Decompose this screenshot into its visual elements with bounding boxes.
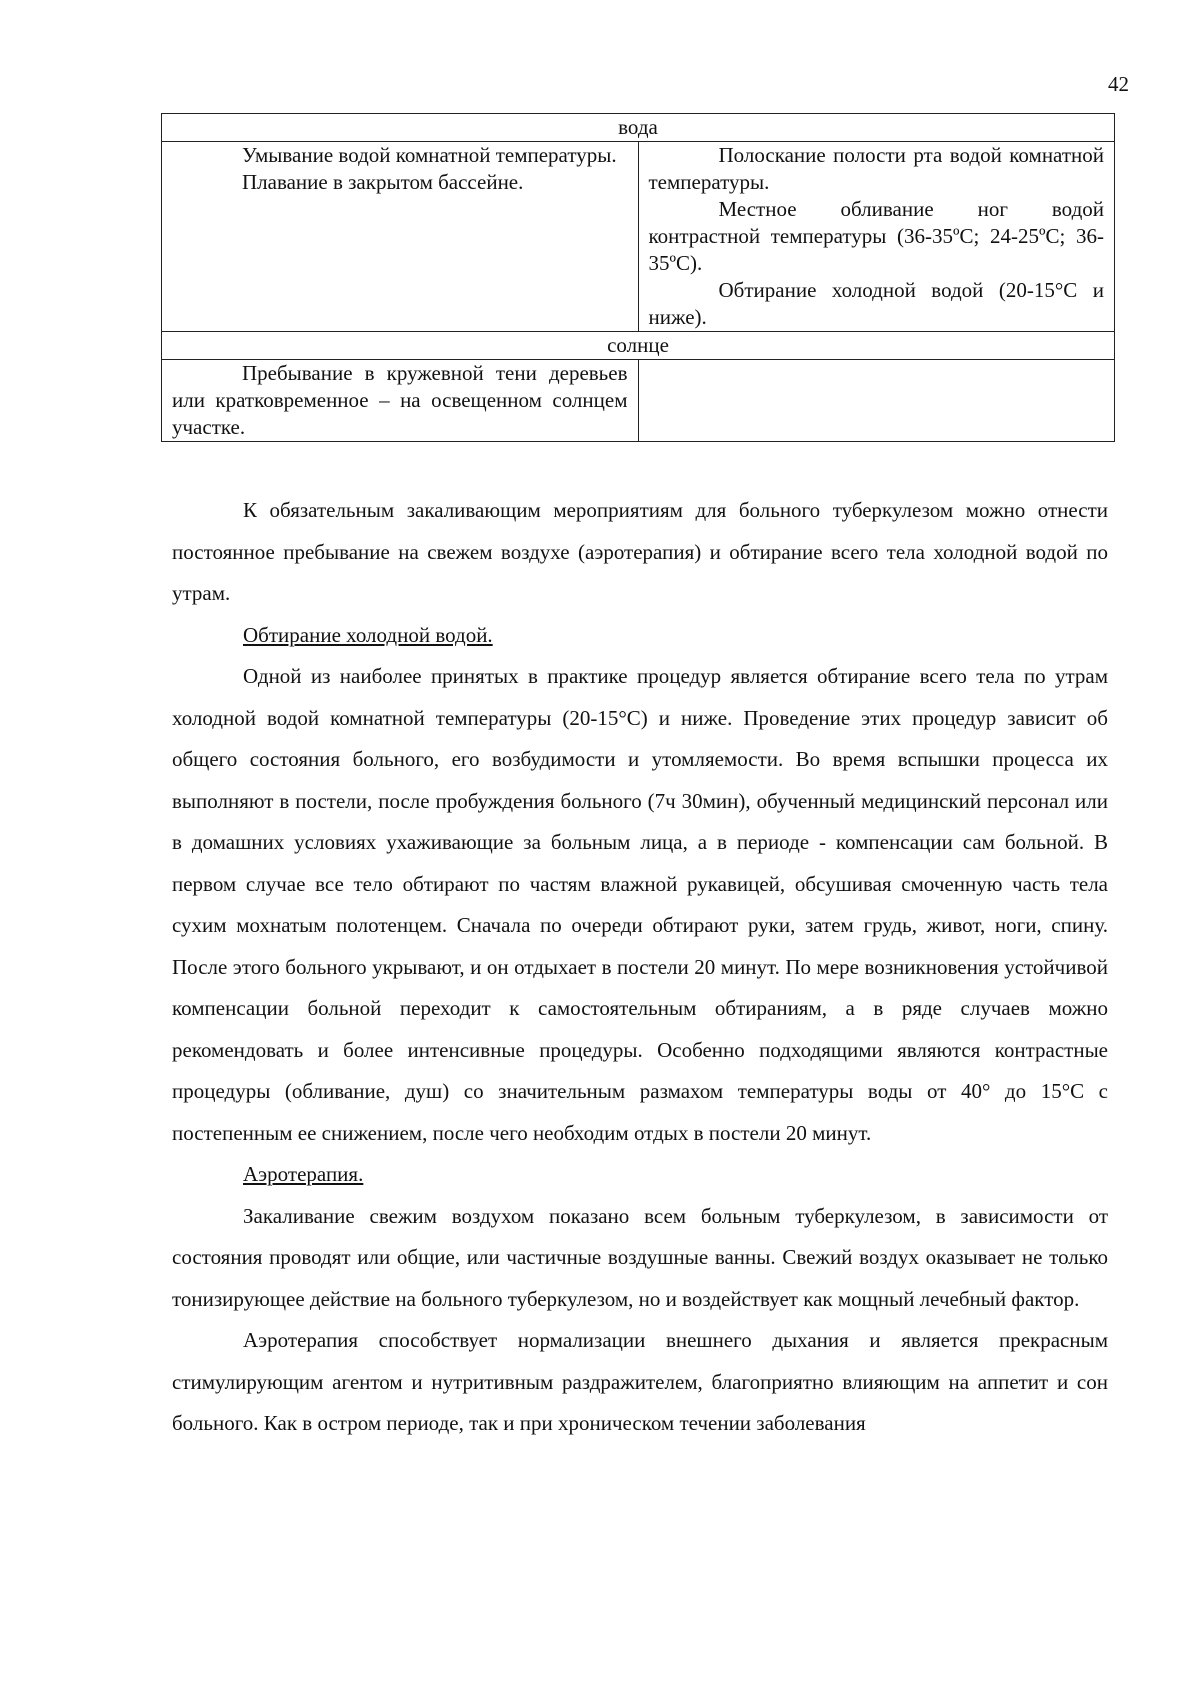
table-cell-left [162, 360, 639, 442]
section-title-water: вода [162, 114, 1115, 142]
cell-paragraph: Пребывание в кружевной тени деревьев или кратковременное – на освещенном солнцем участке. [172, 361, 628, 439]
page-number: 42 [1108, 72, 1129, 96]
cell-paragraph: Местное обливание ног водой контрастной температуры (36-35ºС; 24-25ºС; 36-35ºС). [648, 197, 1104, 275]
cell-paragraph: Плавание в закрытом бассейне. [242, 170, 524, 194]
table-row [162, 142, 1115, 332]
section-title-sun: солнце [162, 332, 1115, 360]
table-cell-right [638, 142, 1115, 332]
table-section-header-row [162, 114, 1115, 142]
paragraph: Одной из наиболее принятых в практике процедур является обтирание всего тела по утрам холодной водой комнатной температуры (20-15°С) и ниже. Проведение этих процедур зависит об общего состояния больного, его возбудимости и утомляемости. Во время вспышки процесса их выполняют в постели, после пробуждения больного (7ч 30мин), обученный медицинский персонал или в домашних условиях ухаживающие за больным лица, а в периоде - компенсации сам больной. В первом случае все тело обтирают по частям влажной рукавицей, обсушивая смоченную часть тела сухим мохнатым полотенцем. Сначала по очереди обтирают руки, затем грудь, живот, ноги, спину. После этого больного укрывают, и он отдыхает в постели 20 минут. По мере возникновения устойчивой компенсации больной переходит к самостоятельным обтираниям, а в ряде случаев можно рекомендовать и более интенсивные процедуры. Особенно подходящими являются контрастные процедуры (обливание, душ) со значительным размахом температуры воды от 40° до 15°С с постепенным ее снижением, после чего необходим отдых в постели 20 минут. [172, 664, 1108, 1145]
table-cell-right-empty [638, 360, 1115, 442]
cell-paragraph: Полоскание полости рта водой комнатной температуры. [648, 143, 1104, 194]
section-heading: Аэротерапия. [243, 1162, 364, 1186]
paragraph: Закаливание свежим воздухом показано всем больным туберкулезом, в зависимости от состояния проводят или общие, или частичные воздушные ванны. Свежий воздух оказывает не только тонизирующее действие на больного туберкулезом, но и воздействует как мощный лечебный фактор. [172, 1203, 1108, 1311]
cell-paragraph: Обтирание холодной водой (20-15°С и ниже). [648, 278, 1104, 329]
body-text [172, 490, 1108, 1445]
table-row [162, 360, 1115, 442]
table-cell-left [162, 142, 639, 332]
cell-paragraph: Умывание водой комнатной температуры. [242, 143, 617, 167]
section-heading: Обтирание холодной водой. [243, 622, 493, 647]
table-section-header-row [162, 332, 1115, 360]
hardening-table [161, 113, 1115, 442]
paragraph: К обязательным закаливающим мероприятиям для больного туберкулезом можно отнести постоянное пребывание на свежем воздухе (аэротерапия) и обтирание всего тела холодной водой по утрам. [172, 498, 1108, 605]
paragraph: Аэротерапия способствует нормализации внешнего дыхания и является прекрасным стимулирующим агентом и нутритивным раздражителем, благоприятно влияющим на аппетит и сон больного. Как в остром периоде, так и при хроническом течении заболевания [172, 1328, 1108, 1435]
